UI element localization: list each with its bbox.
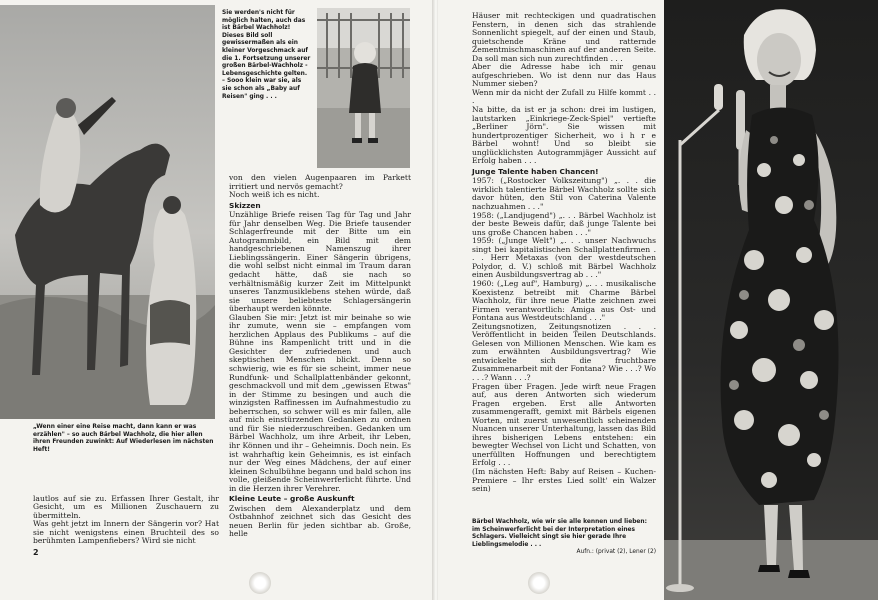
page-number: 2 (33, 548, 39, 557)
baby-photo-caption (222, 10, 312, 101)
junge-talente-paragraph: 1957: („Rostocker Volkszeitung") „. . . die wirklich talentierte Bärbel Wachholz sollte sich davor hüten, den Stil von Caterina Valente nachzuahmen . . ." 1958: („Landjugend") „. . . Bärbel Wachholz ist der beste Beweis dafür, daß junge Talente bei uns große Chancen haben . . ." 1959: („Junge Welt") „. . . unser Nachwuchs singt bei kapitalistischen Schallplattenfirmen . . . Herr Metaxas (von der westdeutschen Polydor, d. V.) schloß mit Bärbel Wachholz einen Ausbildungsvertrag ab . . ." 1960: („Leg auf", Hamburg) „. . . musikalische Koexistenz betreibt mit Charme Bärbel Wachholz, für ihre neue Platte zeichnen zwei Firmen verantwortlich: Amiga aus Ost- und Fontana aus Westdeutschland . . ." Zeitungsnotizen, Zeitungsnotizen . . . Veröffentlicht in beiden Teilen Deutschlands. Gelesen von Millionen Menschen. Wie kam es zum erwähnten Ausbildungsvertrag? Wie entwickelte sich die fruchtbare Zusammenarbeit mit der Fontana? Wie . . .? Wo . . .? Wann . . .? Fragen über Fragen. Jede wirft neue Fragen auf, aus deren Antworten sich wiederum Fragen ergeben. Erst alle Antworten zusammengerafft, gemixt mit Bärbels eigenen Worten, mit zuerst unwesentlich scheinenden Nuancen unserer Unterhaltung, lassen das Bild ihres bisherigen Lebens entstehen: ein bewegter Wechsel von Licht und Schatten, von unerfüllten Hoffnungen und berechtigtem Erfolg . . . (Im nächsten Heft: Baby auf Reisen – Kuchen-Premiere – Ihr erstes Lied sollt' ein Walzer sein) (472, 176, 656, 494)
col1-paragraph: lautlos auf sie zu. Erfassen Ihrer Gestalt, ihr Gesicht, um es Millionen Zuschauern zu übermitteln. Was geht jetzt im Innern der Sängerin vor? Hat sie nicht wenigstens einen Bruchteil des so berühmten Lampenfiebers? Wird sie nicht (33, 493, 219, 546)
kleine-leute-paragraph: Zwischen dem Alexanderplatz und dem Ostbahnhof zeichnet sich das Gesicht des neuen Berlin für jeden sichtbar ab. Große, helle (229, 503, 411, 539)
singer-photo (664, 0, 878, 600)
binding-hole-left (249, 572, 271, 594)
camel-photo-caption (33, 424, 219, 454)
left-column-text (33, 486, 219, 554)
col2-intro: von den vielen Augenpaaren im Parkett irritiert und nervös gemacht? Noch weiß ich es nicht. (229, 173, 411, 200)
photo-credit: Aufn.: (privat (2), Lener (2) (576, 549, 656, 556)
heading-kleine-leute: Kleine Leute – große Auskunft (229, 494, 355, 504)
right-column-text (472, 12, 656, 494)
camel-photo (0, 5, 215, 419)
singer-photo-caption (472, 519, 656, 557)
skizzen-paragraph: Unzählige Briefe reisen Tag für Tag und Jahr für Jahr denselben Weg. Die Briefe tausender Schlagerfreunde mit der Bitte um ein Autogrammbild, ein Bild mit dem handgeschriebenen Namenszug ihrer Lieblingssängerin. Einer Sängerin übrigens, die wohl selbst nicht einmal im Traum daran gedacht hätte, daß sie nach so verhältnismäßig kurzer Zeit im Mittelpunkt unseres Tanzmusiklebens stehen würde, daß sie unsere beliebteste Schlagersängerin überhaupt werden könnte. Glauben Sie mir: Jetzt ist mir beinahe so wie ihr zumute, wenn sie – empfangen vom herzlichen Applaus des Publikums – auf die Bühne ins Rampenlicht tritt und in die Gesichter der zufriedenen und auch skeptischen Menschen blickt. Denn so schwierig, wie es für sie scheint, immer neue Rundfunk- und Schallplattenbänder gekonnt, geschmackvoll und mit dem „gewissen Etwas" in der Stimme zu besingen und auch die winzigsten Raffinessen im Aufnahmestudio zu beherrschen, so schwer will es mir fallen, alle auf mich einstürzenden Gedanken zu ordnen und für Sie niederzuschreiben. Gedanken um Bärbel Wachholz, um ihre Arbeit, ihr Leben, ihr Können und ihr – Geheimnis. Doch nein. Es ist wahrhaftig kein Geheimnis, es ist einfach nur der Weg eines Mädchens, der auf einer kleinen Schulbühne begann und bald schon ins volle, gleißende Scheinwerferlicht führte. Und in die Herzen ihrer Verehrer. (229, 210, 411, 493)
heading-junge-talente: Junge Talente haben Chancen! (472, 166, 599, 176)
baby-photo (317, 8, 410, 168)
right-page (438, 0, 878, 600)
binding-hole-right (528, 572, 550, 594)
heading-skizzen: Skizzen (229, 200, 261, 210)
col3-paragraph: Häuser mit rechteckigen und quadratischen Fenstern, in denen sich das strahlende Sonnenlicht spiegelt, auf der einen und Staub, quietschende Kräne und ratternde Zementmischmaschinen auf der anderen Seite. Da soll man sich nun zurechtfinden . . . Aber die Adresse habe ich mir genau aufgeschrieben. Wo ist denn nur das Haus Nummer sieben? Wenn mir da nicht der Zufall zu Hilfe kommt . . . Na bitte, da ist er ja schon: drei im lustigen, lautstarken „Einkriege-Zeck-Spiel" vertiefte „Berliner Jörn". Sie wissen mit hundertprozentiger Sicherheit, wo i h r e Bärbel wohnt! Und so bleibt sie unglücklichsten Autogrammjäger Aussicht auf Erfolg haben . . . (472, 11, 656, 166)
center-column-text (229, 174, 411, 539)
baby-caption-text: Sie werden's nicht für möglich halten, auch das ist Bärbel Wachholz! Dieses Bild soll gewissermaßen als ein kleiner Vorgeschmack auf die 1. Fortsetzung unserer großen Bärbel-Wachholz - Lebensgeschichte gelten. – Sooo klein war sie, als sie schon als „Baby auf Reisen" ging . . . (222, 10, 311, 100)
left-page (0, 0, 436, 600)
camel-caption-text: „Wenn einer eine Reise macht, dann kann er was erzählen" – so auch Bärbel Wachholz, die hier allen ihren Freunden zuwinkt: Auf Wiederlesen im nächsten Heft! (33, 424, 214, 453)
singer-caption-text: Bärbel Wachholz, wie wir sie alle kennen und lieben: im Scheinwerferlicht bei der Interpretation eines Schlagers. Vielleicht singt sie hier gerade Ihre Lieblingsmelodie . . . (472, 519, 647, 548)
